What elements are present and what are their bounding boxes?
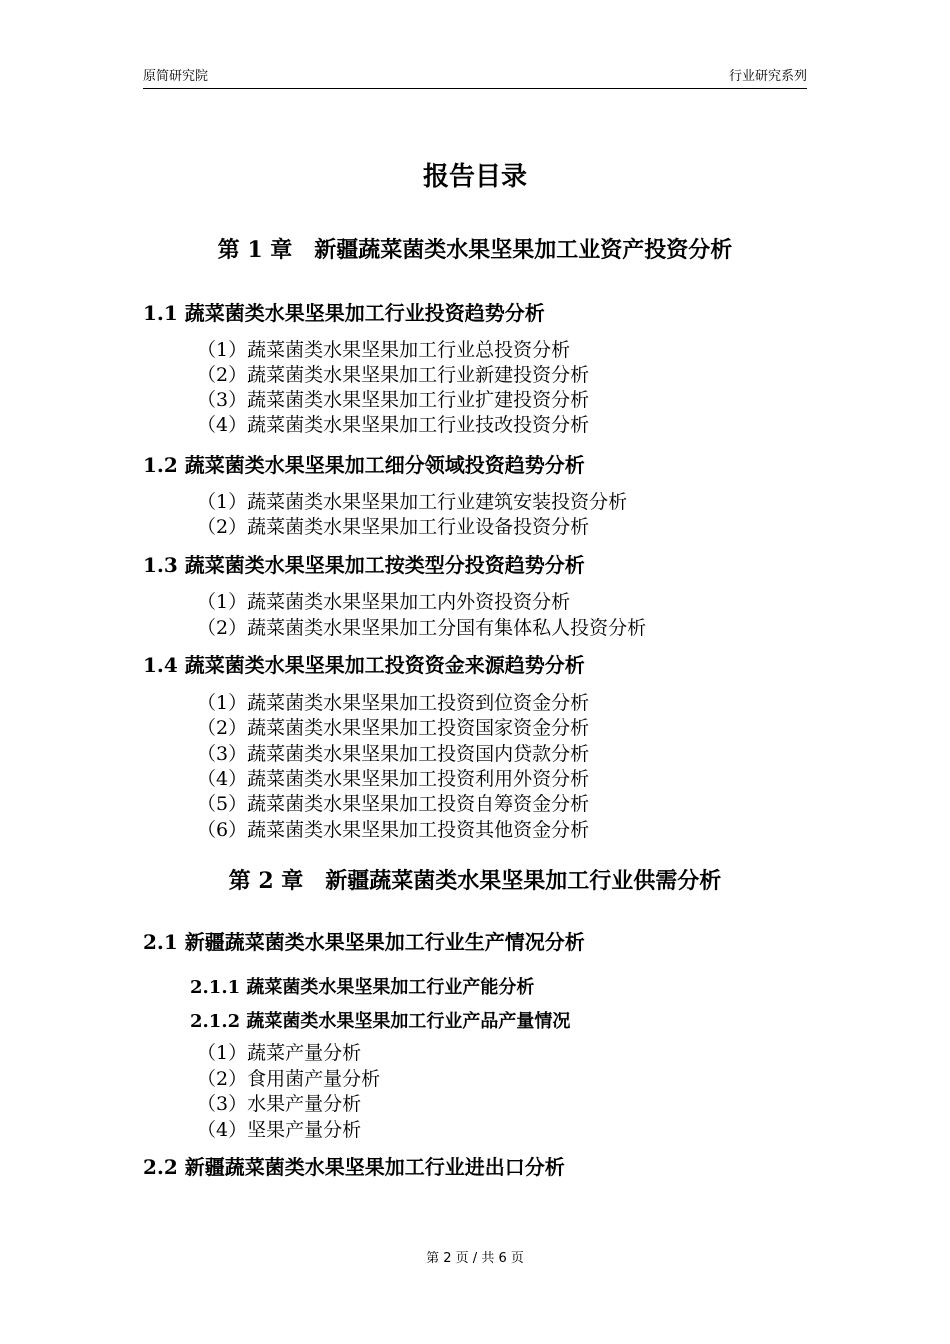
toc-item: （4）蔬菜菌类水果坚果加工投资利用外资分析 (197, 768, 590, 790)
section-heading: 1.3 蔬菜菌类水果坚果加工按类型分投资趋势分析 (143, 553, 585, 577)
toc-item: （2）蔬菜菌类水果坚果加工投资国家资金分析 (197, 717, 590, 739)
toc-item: （1）蔬菜菌类水果坚果加工投资到位资金分析 (197, 692, 590, 714)
subsection-heading: 2.1.1 蔬菜菌类水果坚果加工行业产能分析 (190, 977, 535, 998)
chapter-heading: 第 1 章 新疆蔬菜菌类水果坚果加工业资产投资分析 (217, 237, 733, 263)
page-title: 报告目录 (422, 162, 527, 192)
toc-item: （4）坚果产量分析 (197, 1119, 362, 1141)
section-heading: 1.2 蔬菜菌类水果坚果加工细分领域投资趋势分析 (143, 453, 585, 477)
toc-item: （3）蔬菜菌类水果坚果加工行业扩建投资分析 (197, 389, 590, 411)
header-divider (143, 88, 807, 89)
page-footer: 第 2 页 / 共 6 页 (426, 1251, 524, 1266)
toc-item: （6）蔬菜菌类水果坚果加工投资其他资金分析 (197, 819, 590, 841)
subsection-heading: 2.1.2 蔬菜菌类水果坚果加工行业产品产量情况 (190, 1011, 571, 1032)
section-heading: 2.1 新疆蔬菜菌类水果坚果加工行业生产情况分析 (143, 930, 585, 954)
chapter-heading: 第 2 章 新疆蔬菜菌类水果坚果加工行业供需分析 (228, 868, 722, 894)
section-heading: 1.1 蔬菜菌类水果坚果加工行业投资趋势分析 (143, 301, 545, 325)
header-left: 原简研究院 (143, 69, 209, 84)
header-right: 行业研究系列 (728, 69, 807, 84)
toc-item: （2）蔬菜菌类水果坚果加工行业新建投资分析 (197, 364, 590, 386)
section-heading: 2.2 新疆蔬菜菌类水果坚果加工行业进出口分析 (143, 1155, 565, 1179)
toc-item: （3）蔬菜菌类水果坚果加工投资国内贷款分析 (197, 743, 590, 765)
toc-item: （1）蔬菜菌类水果坚果加工行业建筑安装投资分析 (197, 491, 628, 513)
toc-item: （2）蔬菜菌类水果坚果加工行业设备投资分析 (197, 516, 590, 538)
toc-item: （2）食用菌产量分析 (197, 1068, 381, 1090)
toc-item: （1）蔬菜菌类水果坚果加工行业总投资分析 (197, 339, 571, 361)
toc-item: （1）蔬菜菌类水果坚果加工内外资投资分析 (197, 591, 571, 613)
toc-item: （2）蔬菜菌类水果坚果加工分国有集体私人投资分析 (197, 617, 647, 639)
toc-item: （1）蔬菜产量分析 (197, 1042, 362, 1064)
section-heading: 1.4 蔬菜菌类水果坚果加工投资资金来源趋势分析 (143, 653, 585, 677)
toc-item: （3）水果产量分析 (197, 1093, 362, 1115)
toc-item: （5）蔬菜菌类水果坚果加工投资自筹资金分析 (197, 793, 590, 815)
toc-item: （4）蔬菜菌类水果坚果加工行业技改投资分析 (197, 414, 590, 436)
